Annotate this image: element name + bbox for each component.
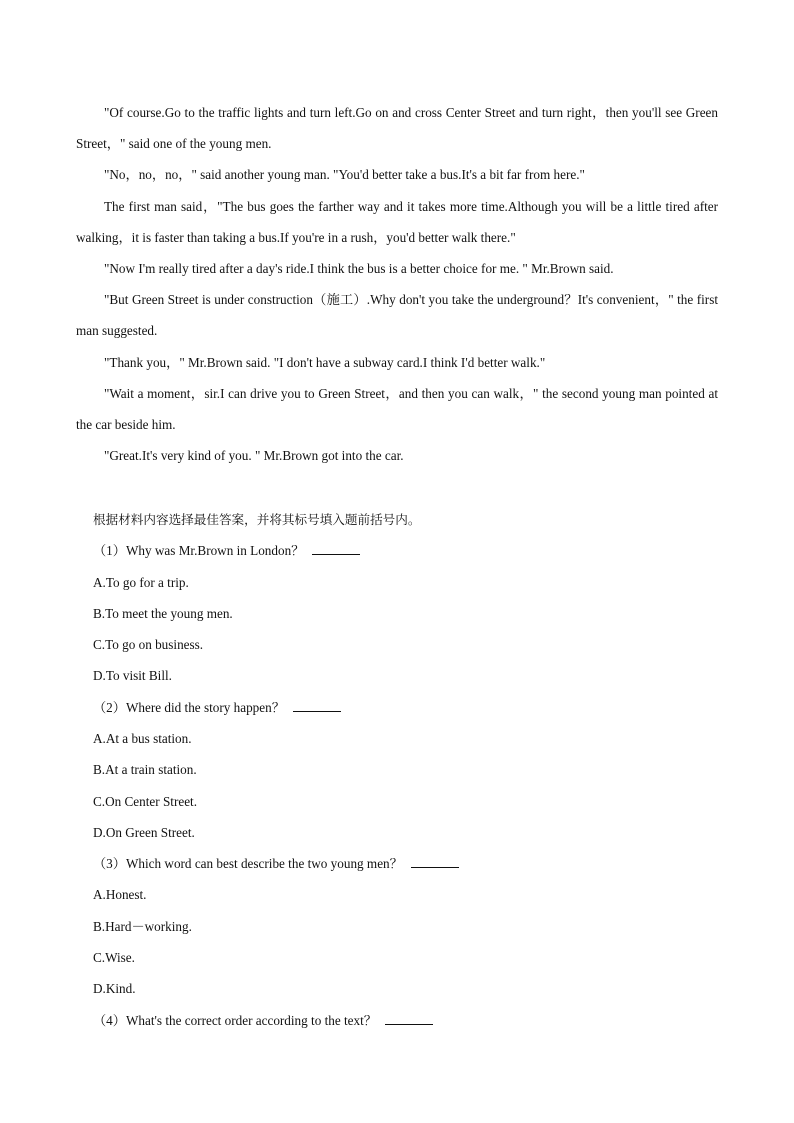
question-1-prompt: （1）Why was Mr.Brown in London？	[93, 543, 305, 559]
question-2-option-c: C.On Center Street.	[93, 793, 198, 809]
question-1-option-c: C.To go on business.	[93, 637, 204, 653]
question-1-option-b: B.To meet the young men.	[93, 605, 233, 621]
question-2-prompt: （2）Where did the story happen？	[93, 699, 285, 715]
instructions: 根据材料内容选择最佳答案，并将其标号填入题前括号内。	[93, 512, 421, 527]
question-3-option-a: A.Honest.	[93, 887, 147, 903]
passage-paragraph: The first man said，"The bus goes the farther way and it takes more time.Although you will be a little tired after walking，it is faster than taking a bus.If you're in a rush，you'd better walk there."	[76, 198, 718, 245]
passage-paragraph: "No，no，no，" said another young man. "You'd better take a bus.It's a bit far from here."	[104, 167, 585, 183]
question-1-option-d: D.To visit Bill.	[93, 668, 172, 684]
question-1	[93, 535, 733, 566]
question-3-option-d: D.Kind.	[93, 981, 136, 997]
question-section	[93, 504, 733, 1036]
question-1-option-a: A.To go for a trip.	[93, 574, 189, 590]
question-2	[93, 692, 733, 723]
question-1-answer-blank[interactable]	[312, 542, 360, 555]
question-3-option-c: C.Wise.	[93, 950, 135, 966]
question-4	[93, 1005, 733, 1036]
question-2-answer-blank[interactable]	[293, 699, 341, 712]
passage-paragraph: "But Green Street is under construction（施工）.Why don't you take the underground？It's convenient，" the first man suggested.	[76, 292, 718, 339]
passage-paragraph: "Of course.Go to the traffic lights and turn left.Go on and cross Center Street and turn right，then you'll see Green Street，" said one of the young men.	[76, 105, 718, 152]
question-3	[93, 848, 733, 879]
passage-paragraph: "Great.It's very kind of you. " Mr.Brown got into the car.	[104, 448, 404, 464]
question-3-option-b: B.Hard－working.	[93, 918, 192, 934]
question-3-prompt: （3）Which word can best describe the two young men？	[93, 856, 403, 872]
question-4-prompt: （4）What's the correct order according to the text？	[93, 1012, 377, 1028]
passage-paragraph: "Wait a moment，sir.I can drive you to Green Street，and then you can walk，" the second young man pointed at the car beside him.	[76, 385, 718, 433]
question-2-option-a: A.At a bus station.	[93, 730, 192, 746]
reading-passage	[76, 97, 718, 471]
question-2-option-d: D.On Green Street.	[93, 824, 195, 840]
question-4-answer-blank[interactable]	[385, 1012, 433, 1025]
passage-paragraph: "Now I'm really tired after a day's ride.I think the bus is a better choice for me. " Mr.Brown said.	[104, 261, 614, 277]
question-2-option-b: B.At a train station.	[93, 762, 197, 778]
question-3-answer-blank[interactable]	[411, 855, 459, 868]
passage-paragraph: "Thank you，" Mr.Brown said. "I don't have a subway card.I think I'd better walk."	[104, 354, 546, 370]
